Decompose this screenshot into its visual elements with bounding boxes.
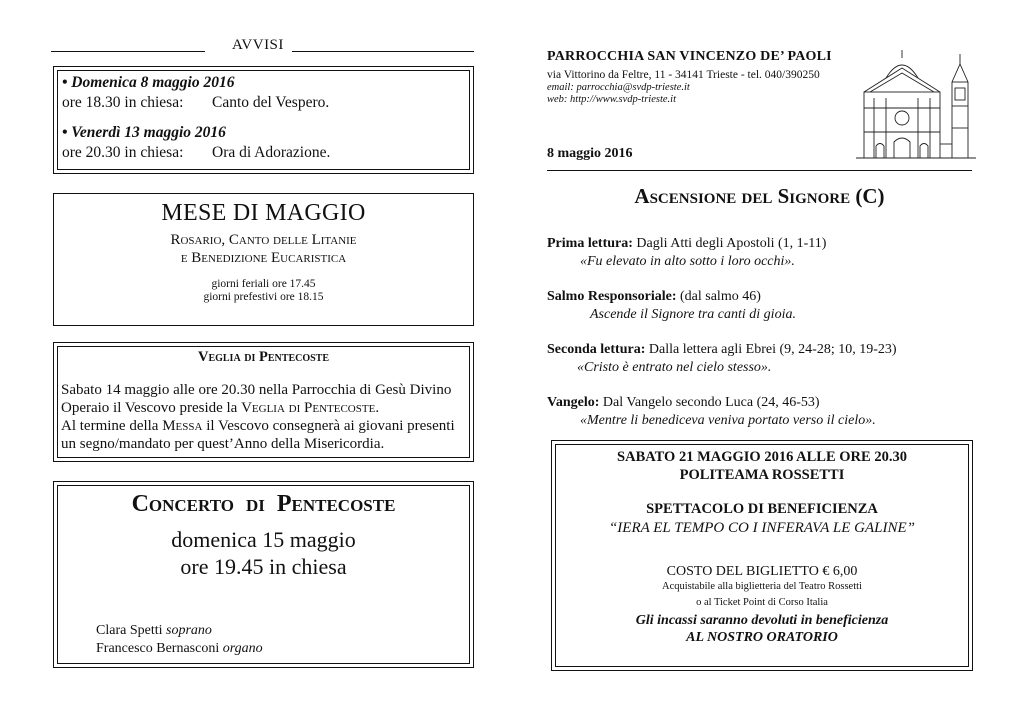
- avvisi-item-2-time: ore 20.30 in chiesa:: [62, 144, 184, 161]
- spettacolo-ticket: o al Ticket Point di Corso Italia: [696, 597, 828, 608]
- parish-address: via Vittorino da Feltre, 11 - 34141 Trieste - tel. 040/390250: [547, 69, 820, 81]
- avvisi-item-2-line: [62, 143, 330, 163]
- parish-web: web: http://www.svdp-trieste.it: [547, 94, 677, 105]
- parish-email: email: parrocchia@svdp-trieste.it: [547, 82, 690, 93]
- church-icon: [856, 48, 976, 160]
- reading-seconda-quote: «Cristo è entrato nel cielo stesso».: [577, 360, 772, 375]
- parish-name: PARROCCHIA SAN VINCENZO DE’ PAOLI: [547, 49, 832, 64]
- reading-salmo: [547, 288, 977, 324]
- avvisi-item-1-event: Canto del Vespero.: [212, 94, 330, 111]
- reading-seconda: [547, 341, 977, 377]
- mese-line2: e Benedizione Eucaristica: [180, 250, 347, 266]
- reading-vangelo-text: Dal Vangelo secondo Luca (24, 46-53): [599, 395, 820, 410]
- concerto-box: [53, 481, 474, 668]
- avvisi-rule-left: [51, 51, 205, 52]
- parish-date: 8 maggio 2016: [547, 146, 633, 161]
- liturgy-title: Ascensione del Signore (C): [634, 184, 885, 208]
- avvisi-rule-right: [292, 51, 474, 52]
- reading-prima-quote: «Fu elevato in alto sotto i loro occhi».: [580, 254, 795, 269]
- header-rule: [547, 170, 972, 171]
- concerto-date: domenica 15 maggio: [171, 527, 356, 552]
- reading-salmo-quote: Ascende il Signore tra canti di gioia.: [590, 307, 796, 322]
- reading-vangelo: [547, 394, 977, 430]
- reading-seconda-label: Seconda lettura:: [547, 342, 646, 357]
- spettacolo-box: [551, 440, 973, 671]
- spettacolo-line2: POLITEAMA ROSSETTI: [679, 467, 845, 483]
- avvisi-item-2-event: Ora di Adorazione.: [212, 144, 331, 161]
- reading-salmo-text: (dal salmo 46): [676, 289, 761, 304]
- concerto-performer-2: Francesco Bernasconi organo: [96, 641, 263, 656]
- mese-title: MESE DI MAGGIO: [161, 200, 366, 226]
- spettacolo-costo: COSTO DEL BIGLIETTO € 6,00: [666, 564, 858, 579]
- veglia-p1a: Sabato 14 maggio alle ore 20.30 nella Parrocchia di Gesù Divino: [61, 382, 452, 398]
- reading-prima-label: Prima lettura:: [547, 236, 633, 251]
- veglia-title: Veglia di Pentecoste: [197, 349, 330, 365]
- concerto-time: ore 19.45 in chiesa: [180, 554, 347, 579]
- spettacolo-incassi1: Gli incassi saranno devoluti in beneficienza: [635, 613, 889, 628]
- spettacolo-line4: “IERA EL TEMPO CO I INFERAVA LE GALINE”: [608, 520, 916, 536]
- reading-seconda-text: Dalla lettera agli Ebrei (9, 24-28; 10, 19-23): [645, 342, 897, 357]
- reading-vangelo-label: Vangelo:: [547, 395, 600, 410]
- spettacolo-line1: SABATO 21 MAGGIO 2016 ALLE ORE 20.30: [617, 449, 907, 465]
- mese-prefestivi: giorni prefestivi ore 18.15: [203, 291, 324, 303]
- veglia-p2b: un segno/mandato per quest’Anno della Misericordia.: [61, 436, 385, 452]
- reading-prima: [547, 235, 977, 271]
- avvisi-item-2-title: • Venerdì 13 maggio 2016: [62, 124, 226, 141]
- mese-feriali: giorni feriali ore 17.45: [211, 278, 316, 290]
- mese-box: [53, 193, 474, 326]
- concerto-title: Concerto di Pentecoste: [131, 491, 396, 517]
- avvisi-item-1-line: [62, 93, 330, 113]
- veglia-p2a-sc: Messa: [162, 418, 203, 434]
- veglia-p1b: Operaio il Vescovo preside la Veglia di Pentecoste.: [61, 400, 380, 416]
- avvisi-box: [53, 66, 474, 174]
- spettacolo-line3: SPETTACOLO DI BENEFICIENZA: [646, 501, 878, 517]
- concerto-performer-1: Clara Spetti soprano: [96, 623, 212, 638]
- veglia-p1b-sc: Veglia di Pentecoste: [241, 400, 376, 416]
- avvisi-item-1-time: ore 18.30 in chiesa:: [62, 94, 184, 111]
- avvisi-item-1-title: • Domenica 8 maggio 2016: [62, 74, 235, 91]
- veglia-box: [53, 342, 474, 462]
- avvisi-header: AVVISI: [232, 37, 284, 53]
- mese-line1: Rosario, Canto delle Litanie: [170, 232, 357, 248]
- reading-prima-text: Dagli Atti degli Apostoli (1, 1-11): [632, 236, 827, 251]
- spettacolo-incassi2: AL NOSTRO ORATORIO: [686, 630, 838, 645]
- spettacolo-acquist: Acquistabile alla biglietteria del Teatro Rossetti: [662, 581, 862, 592]
- veglia-p2a: Al termine della Messa il Vescovo consegnerà ai giovani presenti: [61, 418, 455, 434]
- reading-vangelo-quote: «Mentre li benediceva veniva portato verso il cielo».: [580, 413, 876, 428]
- reading-salmo-label: Salmo Responsoriale:: [547, 289, 677, 304]
